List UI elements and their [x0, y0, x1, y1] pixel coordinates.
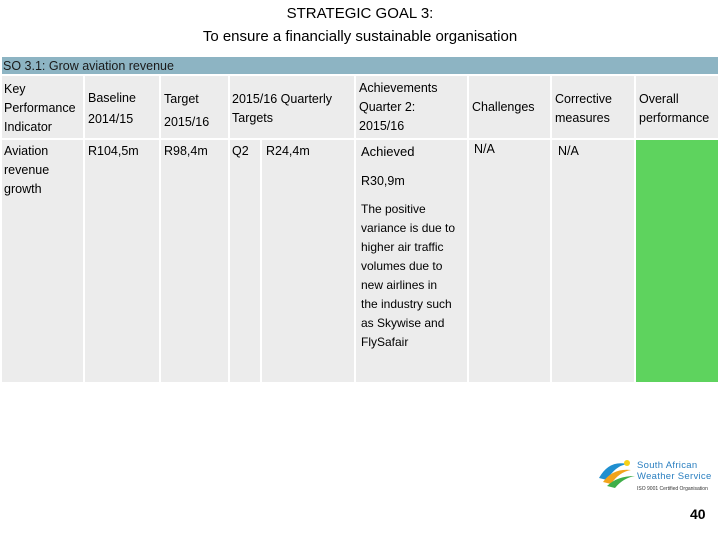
header-kpi	[2, 76, 83, 138]
row-kpi-line-3: growth	[4, 182, 42, 196]
strategic-objective-label: SO 3.1: Grow aviation revenue	[3, 59, 174, 73]
row-corrective-value: N/A	[558, 144, 579, 158]
row-baseline-value: R104,5m	[88, 144, 139, 158]
row-quarter-target	[262, 140, 354, 382]
header-corrective-line-2: measures	[555, 111, 610, 125]
header-challenges-label: Challenges	[472, 100, 535, 114]
header-quarterly-targets	[230, 76, 354, 138]
logo-name-line-2: Weather Service	[637, 471, 712, 482]
row-quarter	[230, 140, 260, 382]
header-kpi-line-3: Indicator	[4, 120, 52, 134]
header-overall-line-2: performance	[639, 111, 710, 125]
header-corrective-line-1: Corrective	[555, 92, 612, 106]
row-overall-performance-indicator	[636, 140, 718, 382]
header-kpi-line-2: Performance	[4, 101, 76, 115]
variance-note-line-4: volumes due to	[361, 259, 443, 273]
title-line-1: STRATEGIC GOAL 3:	[286, 5, 434, 22]
saws-logo-name	[637, 460, 712, 482]
header-baseline-line-2: 2014/15	[88, 112, 134, 126]
logo-name-line-1: South African	[637, 460, 698, 471]
header-overall-line-1: Overall	[639, 92, 679, 106]
row-quarter-target-value: R24,4m	[266, 144, 310, 158]
row-target-value: R98,4m	[164, 144, 208, 158]
row-challenges	[469, 140, 550, 382]
row-variance-note	[361, 200, 455, 352]
variance-note-line-5: new airlines in	[361, 278, 438, 292]
header-challenges	[469, 76, 550, 138]
row-achieved-label: Achieved	[361, 144, 415, 159]
header-target-line-1: Target	[164, 92, 199, 106]
header-target-line-2: 2015/16	[164, 115, 210, 129]
variance-note-line-7: as Skywise and	[361, 316, 445, 330]
row-achievements	[356, 140, 467, 382]
row-corrective	[552, 140, 634, 382]
row-kpi	[2, 140, 83, 382]
logo-iso-text: ISO 9001 Certified Organisation	[637, 486, 708, 492]
strategic-objective-bar	[2, 56, 718, 74]
header-overall-performance	[636, 76, 718, 138]
header-quarterly-line-1: 2015/16 Quarterly	[232, 92, 333, 106]
header-achievements	[356, 76, 467, 138]
row-target	[161, 140, 228, 382]
row-quarter-label: Q2	[232, 144, 249, 158]
header-achievements-line-1: Achievements	[359, 81, 438, 95]
header-kpi-line-1: Key	[4, 82, 26, 96]
row-kpi-line-1: Aviation	[4, 144, 49, 158]
header-quarterly-line-2: Targets	[232, 111, 273, 125]
row-achieved-value: R30,9m	[361, 174, 405, 188]
saws-logo	[597, 456, 712, 496]
title-line-2: To ensure a financially sustainable organisation	[202, 28, 518, 45]
header-target	[161, 76, 228, 138]
header-achievements-line-2: Quarter 2:	[359, 100, 416, 114]
variance-note-line-8: FlySafair	[361, 335, 409, 349]
variance-note-line-6: the industry such	[361, 297, 452, 311]
header-baseline	[85, 76, 159, 138]
page-number: 40	[690, 506, 706, 522]
header-baseline-line-1: Baseline	[88, 91, 136, 105]
header-achievements-line-3: 2015/16	[359, 119, 405, 133]
header-corrective-measures	[552, 76, 634, 138]
variance-note-line-2: variance is due to	[361, 221, 456, 235]
row-baseline	[85, 140, 159, 382]
variance-note-line-1: The positive	[361, 202, 426, 216]
variance-note-line-3: higher air traffic	[361, 240, 444, 254]
slide-title	[0, 2, 720, 48]
row-challenges-value: N/A	[474, 142, 495, 156]
row-kpi-line-2: revenue	[4, 163, 50, 177]
saws-logo-icon	[597, 456, 637, 490]
